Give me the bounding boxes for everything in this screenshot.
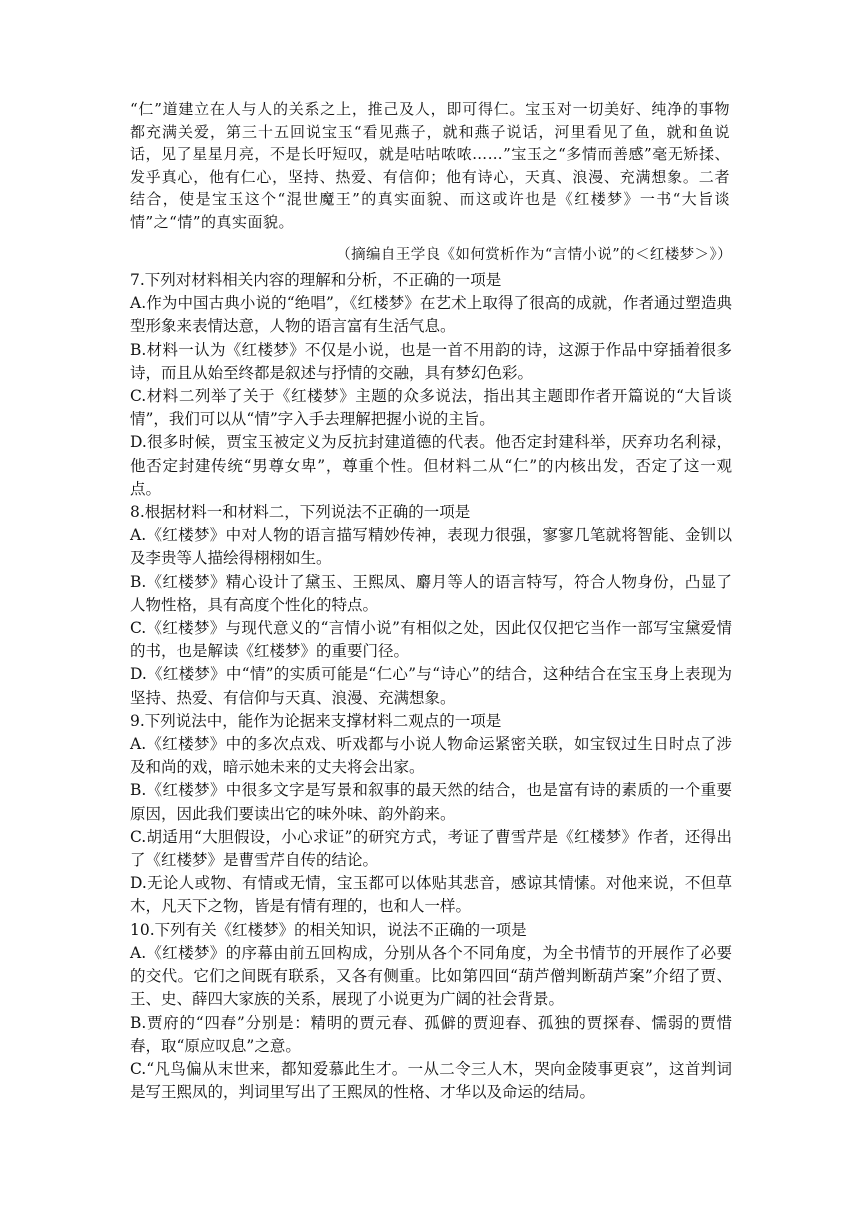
option-b: B.《红楼梦》精心设计了黛玉、王熙凤、麝月等人的语言特写，符合人物身份，凸显了人物性格，具有高度个性化的特点。 xyxy=(130,572,732,614)
option-a: A.《红楼梦》中对人物的语言描写精妙传神，表现力很强，寥寥几笔就将智能、金钏以及李贵等人描绘得栩栩如生。 xyxy=(130,526,732,568)
question-stem: 8.根据材料一和材料二，下列说法不正确的一项是 xyxy=(130,503,471,522)
question-7 xyxy=(130,269,732,501)
option-d: D.很多时候，贾宝玉被定义为反抗封建道德的代表。他否定封建科举，厌弃功名利禄，他否定封建传统“男尊女卑”，尊重个性。但材料二从“仁”的内核出发，否定了这一观点。 xyxy=(130,433,732,498)
option-d: D.无论人或物、有情或无情，宝玉都可以体贴其悲音，感谅其情愫。对他来说，不但草木，凡天下之物，皆是有情有理的，也和人一样。 xyxy=(130,874,732,916)
option-c: C.胡适用“大胆假设，小心求证”的研究方式，考证了曹雪芹是《红楼梦》作者，还得出了《红楼梦》是曹雪芹自传的结论。 xyxy=(130,827,732,870)
option-c: C.《红楼梦》与现代意义的“言情小说”有相似之处，因此仅仅把它当作一部写宝黛爱情的书，也是解读《红楼梦》的重要门径。 xyxy=(130,619,732,661)
option-b: B.《红楼梦》中很多文字是写景和叙事的最天然的结合，也是富有诗的素质的一个重要原因，因此我们要读出它的味外味、韵外韵来。 xyxy=(130,781,732,823)
passage-excerpt xyxy=(130,98,730,233)
option-b: B.贾府的“四春”分别是：精明的贾元春、孤僻的贾迎春、孤独的贾探春、懦弱的贾惜春，取“原应叹息”之意。 xyxy=(130,1013,732,1055)
passage-paragraph: “仁”道建立在人与人的关系之上，推己及人，即可得仁。宝玉对一切美好、纯净的事物都充满关爱，第三十五回说宝玉“看见燕子，就和燕子说话，河里看见了鱼，就和鱼说话，见了星星月亮，不是长吁短叹，就是咕咕哝哝……”宝玉之“多情而善感”毫无矫揉、发乎真心，他有仁心，坚持、热爱、有信仰；他有诗心，天真、浪漫、充满想象。二者结合，使是宝玉这个“混世魔王”的真实面貌、而这或许也是《红楼梦》一书“大旨谈情”之“情”的真实面貌。 xyxy=(130,100,730,231)
option-c: C.“凡鸟偏从末世来，都知爱慕此生才。一从二令三人木，哭向金陵事更哀”，这首判词是写王熙凤的，判词里写出了王熙凤的性格、才华以及命运的结局。 xyxy=(130,1059,732,1102)
option-c: C.材料二列举了关于《红楼梦》主题的众多说法，指出其主题即作者开篇说的“大旨谈情”，我们可以从“情”字入手去理解把握小说的主旨。 xyxy=(130,387,732,429)
question-9 xyxy=(130,710,732,919)
option-b: B.材料一认为《红楼梦》不仅是小说，也是一首不用韵的诗，这源于作品中穿插着很多诗，而且从始至终都是叙述与抒情的交融，具有梦幻色彩。 xyxy=(130,340,732,382)
question-10 xyxy=(130,919,732,1105)
question-stem: 7.下列对材料相关内容的理解和分析，不正确的一项是 xyxy=(130,271,502,289)
passage-source: （摘编自王学良《如何赏析作为“言情小说”的＜红楼梦＞》） xyxy=(336,247,732,263)
option-a: A.《红楼梦》中的多次点戏、听戏都与小说人物命运紧密关联，如宝钗过生日时点了涉及和尚的戏，暗示她未来的丈夫将会出家。 xyxy=(130,735,732,777)
question-stem: 10.下列有关《红楼梦》的相关知识，说法不正确的一项是 xyxy=(130,920,527,939)
option-a: A.《红楼梦》的序幕由前五回构成，分别从各个不同角度，为全书情节的开展作了必要的交代。它们之间既有联系，又各有侧重。比如第四回“葫芦僧判断葫芦案”介绍了贾、王、史、薛四大家族的关系，展现了小说更为广阔的社会背景。 xyxy=(130,943,732,1009)
question-8 xyxy=(130,501,732,710)
question-stem: 9.下列说法中，能作为论据来支撑材料二观点的一项是 xyxy=(130,711,502,730)
option-d: D.《红楼梦》中“情”的实质可能是“仁心”与“诗心”的结合，这种结合在宝玉身上表现为坚持、热爱、有信仰与天真、浪漫、充满想象。 xyxy=(130,665,732,707)
question-list xyxy=(130,269,732,1104)
option-a: A.作为中国古典小说的“绝唱”，《红楼梦》在艺术上取得了很高的成就，作者通过塑造典型形象来表情达意，人物的语言富有生活气息。 xyxy=(130,294,732,336)
